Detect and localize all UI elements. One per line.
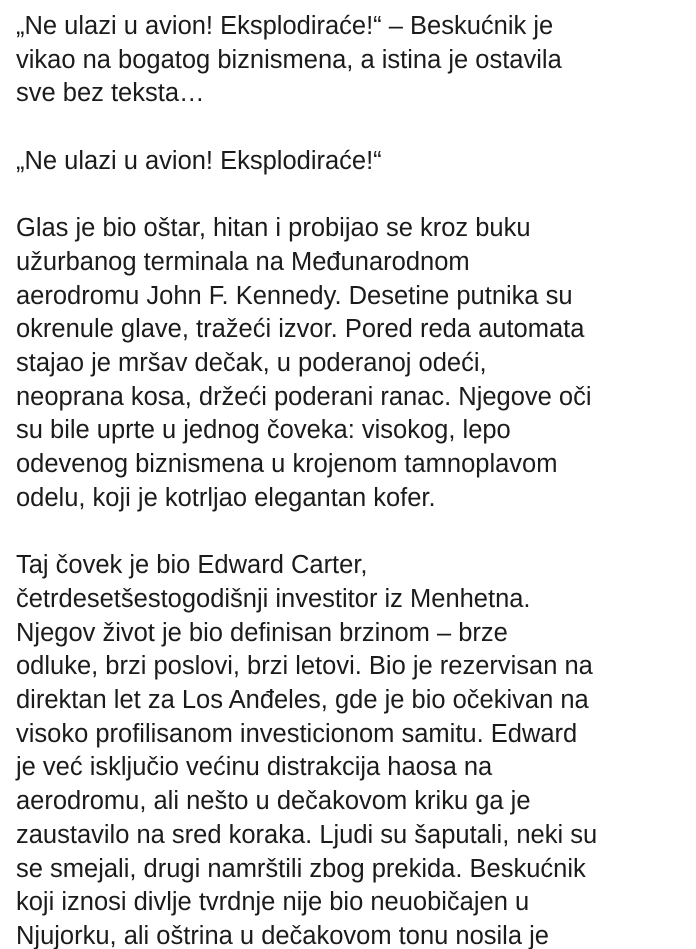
text-line: „Ne ulazi u avion! Eksplodiraće!“	[16, 146, 382, 175]
text-line: stajao je mršav dečak, u poderanoj odeći,	[16, 349, 487, 377]
text-line: odluke, brzi poslovi, brzi letovi. Bio je rezervisan na	[16, 652, 593, 681]
text-line: koji iznosi divlje tvrdnje nije bio neuobičajen u	[16, 888, 530, 917]
quote-paragraph	[16, 145, 696, 179]
text-line: Glas je bio oštar, hitan i probijao se kroz buku	[16, 214, 531, 243]
text-line: visoko profilisanom investicionom samitu. Edward	[16, 719, 578, 748]
text-line: Njegov život je bio definisan brzinom – brze	[16, 618, 508, 647]
text-line: su bile uprte u jednog čoveka: visokog, lepo	[16, 416, 511, 445]
text-line: sve bez teksta…	[16, 79, 205, 108]
text-line: neoprana kosa, držeći poderani ranac. Njegove oči	[16, 382, 592, 411]
text-line: odevenog biznismena u krojenom tamnoplavom	[16, 450, 558, 479]
text-line: četrdesetšestogodišnji investitor iz Menhetna.	[16, 584, 531, 613]
text-line: direktan let za Los Anđeles, gde je bio očekivan na	[16, 686, 589, 715]
text-line: odelu, koji je kotrljao elegantan kofer.	[16, 483, 436, 512]
text-line: okrenule glave, tražeći izvor. Pored reda automata	[16, 315, 585, 344]
text-line: vikao na bogatog biznismena, a istina je ostavila	[16, 45, 562, 74]
text-line: aerodromu, ali nešto u dečakovom kriku ga je	[16, 787, 531, 816]
text-line: zaustavilo na sred koraka. Ljudi su šaputali, neki su	[16, 820, 598, 849]
body-paragraph	[16, 212, 696, 515]
headline-paragraph	[16, 10, 696, 111]
text-line: Taj čovek je bio Edward Carter,	[16, 551, 368, 580]
text-line: aerodromu John F. Kennedy. Desetine putnika su	[16, 281, 573, 310]
text-line: Njujorku, ali oštrina u dečakovom tonu nosila je	[16, 921, 549, 949]
text-line: se smejali, drugi namrštili zbog prekida. Beskućnik	[16, 854, 586, 883]
body-paragraph	[16, 549, 696, 949]
text-line: „Ne ulazi u avion! Eksplodiraće!“ – Beskućnik je	[16, 12, 554, 40]
text-line: užurbanog terminala na Međunarodnom	[16, 247, 470, 276]
text-line: je već isključio većinu distrakcija haosa na	[16, 753, 493, 782]
